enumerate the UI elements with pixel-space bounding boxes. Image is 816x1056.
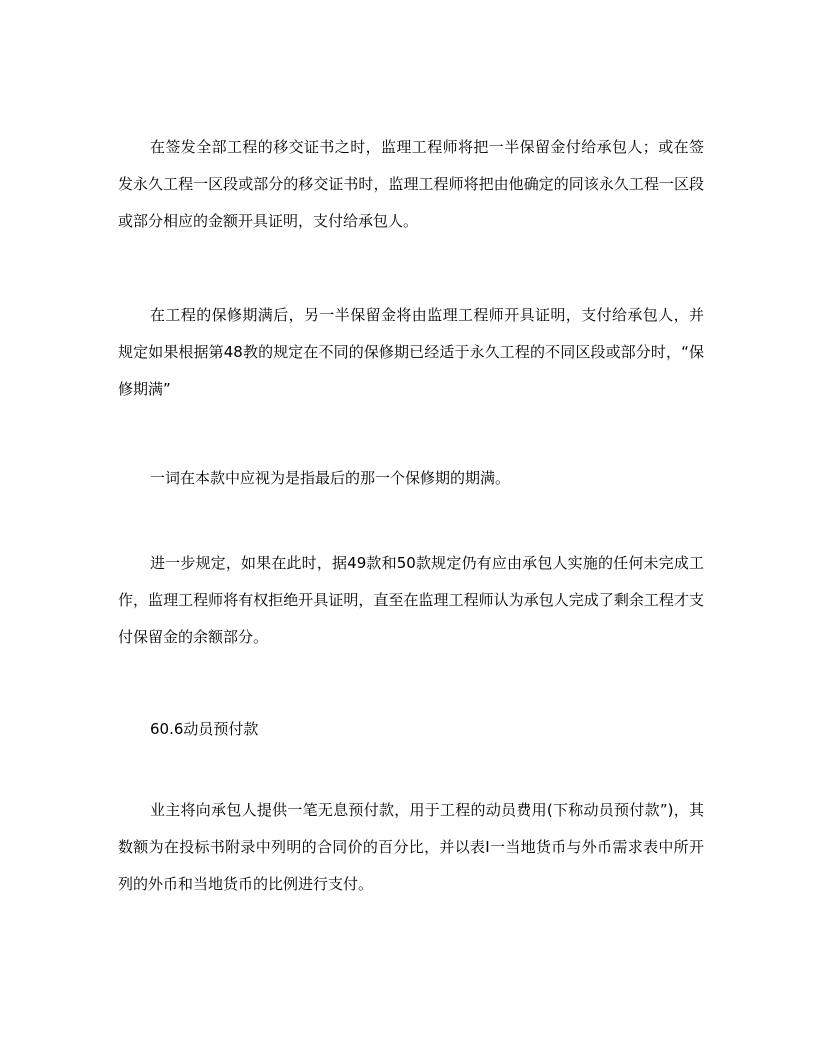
paragraph-further-provision: 进一步规定，如果在此时，据49款和50款规定仍有应由承包人实施的任何未完成工作，监理工程师将有权拒绝开具证明，直至在监理工程师认为承包人完成了剩余工程才支付保留金的余额部分。	[118, 554, 704, 646]
paragraph-retention-second-half: 在工程的保修期满后，另一半保留金将由监理工程师开具证明，支付给承包人，并规定如果根据第48教的规定在不同的保修期已经适于永久工程的不同区段或部分时，“保修期满”	[118, 306, 704, 398]
paragraph-retention-first-half: 在签发全部工程的移交证书之时，监理工程师将把一半保留金付给承包人；或在签发永久工程一区段或部分的移交证书时，监理工程师将把由他确定的同该永久工程一区段或部分相应的金额开具证明，支付给承包人。	[118, 138, 704, 230]
paragraph-defects-period-expiry: 一词在本款中应视为是指最后的那一个保修期的期满。	[150, 469, 511, 487]
paragraph-advance-payment: 业主将向承包人提供一笔无息预付款，用于工程的动员费用(下称动员预付款”)，其数额为在投标书附录中列明的合同价的百分比，并以表I一当地货币与外币需求表中所开列的外币和当地货币的比例进行支付。	[118, 801, 704, 893]
section-heading: 60.6动员预付款	[150, 720, 259, 738]
